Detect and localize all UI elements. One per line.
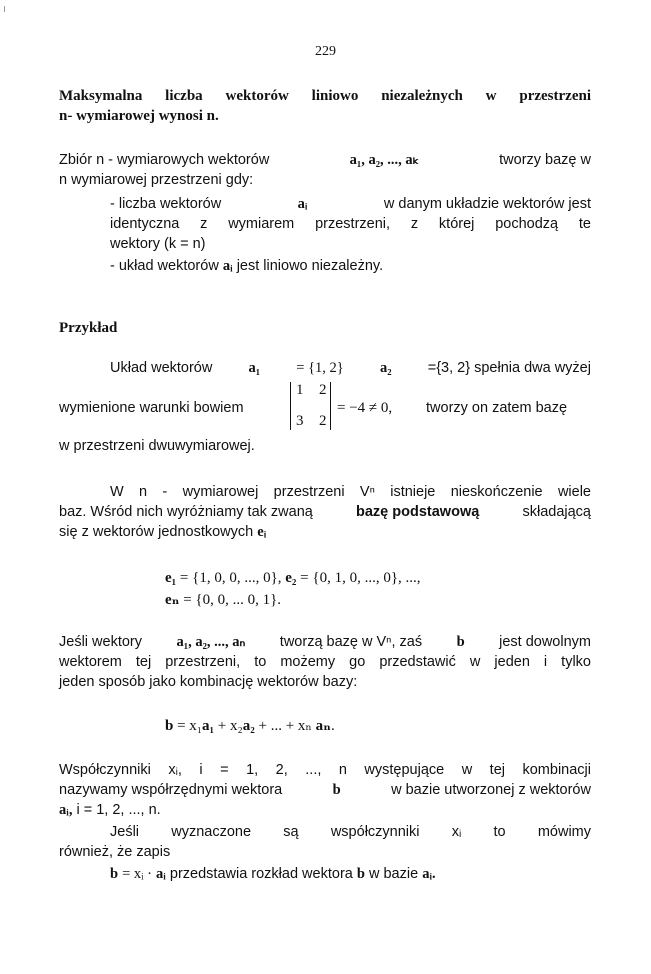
definition-text-a: Zbiór n - wymiarowych wektorów [59,152,270,168]
bullet-1-line-3: wektory (k = n) [110,236,206,252]
formula-part-3: + ... + xₙ [258,718,312,734]
bullet-2-text-a: - układ wektorów [110,258,219,274]
basis-text-b: składającą [522,504,591,520]
formula-a2: a₂ [242,718,255,734]
decomposition-text-end: w bazie [368,866,419,882]
definition-text-b: tworzy bazę w [499,152,591,168]
theorem-line-1: Maksymalna liczba wektorów liniowo niezależnych w przestrzeni [59,88,591,104]
formula-b: b [165,718,174,734]
bullet-2-text-b: jest liniowo niezależny. [236,258,384,274]
e2-symbol: e₂ [285,570,297,586]
basis-text-a: baz. Wśród nich wyróżniamy tak zwaną [59,504,313,520]
example-a2: a₂ [379,360,392,376]
bullet-1-line-1 [110,194,591,214]
combination-formula [165,716,335,736]
bullet-1-vector: aᵢ [297,196,308,212]
example-line-2-tail: tworzy on zatem bazę [426,400,568,416]
decomposition-text: przedstawia rozkład wektora [169,866,353,882]
coordinates-line-4: Jeśli wyznaczone są współczynniki xᵢ to mówimy [110,824,591,840]
bullet-1-line-2: identyczna z wymiarem przestrzeni, z której pochodzą te [110,216,591,232]
coordinates-ai: aᵢ, [59,802,73,818]
determinant-r2c2: 2 [319,413,327,429]
formula-end: . [330,718,335,734]
combination-line-1 [59,632,591,652]
determinant-r1c2: 2 [319,382,327,398]
coordinates-line-6 [110,864,436,884]
coordinates-line-2 [59,780,591,800]
definition-line-2: n wymiarowej przestrzeni gdy: [59,172,254,188]
determinant-bar-right [330,382,331,430]
formula-a1: a₁ [202,718,215,734]
scan-mark [4,6,5,12]
bullet-1-text-a: - liczba wektorów [110,196,222,212]
coordinates-text-a: nazywamy współrzędnymi wektora [59,782,283,798]
combination-b-vector: b [456,634,465,650]
decomposition-ai2: aᵢ. [422,866,436,882]
example-line-2-text: wymienione warunki bowiem [59,400,244,416]
example-line-1 [110,358,591,378]
example-set-1: = {1, 2} [296,360,344,376]
example-a1: a₁ [248,360,261,376]
formula-part-1: = x₁ [177,718,203,734]
basis-unit-vector: eᵢ [257,524,267,540]
combination-text-c: jest dowolnym [499,634,591,650]
decomposition-eq: = xᵢ · [122,866,152,882]
combination-text-b: tworzą bazę w Vⁿ, zaś [279,634,423,650]
basis-bold-term: bazę podstawową [356,504,480,520]
bullet-2-vector: aᵢ [222,258,233,274]
determinant-r2c1: 3 [296,413,304,429]
coordinates-b-vector: b [332,782,341,798]
coordinates-line-3 [59,800,161,820]
determinant-r1c1: 1 [296,382,304,398]
basis-line-2 [59,502,591,522]
definition-vectors: a₁, a₂, ..., aₖ [349,152,419,168]
theorem-line-2: n- wymiarowej wynosi n. [59,108,219,124]
formula-an: aₙ [315,718,331,734]
coordinates-line-1: Współczynniki xᵢ, i = 1, 2, ..., n występujące w tej kombinacji [59,762,591,778]
bullet-2 [110,256,383,276]
en-symbol: eₙ [165,592,180,608]
combination-line-2: wektorem tej przestrzeni, to możemy go przedstawić w jeden i tylko [59,654,591,670]
example-set-2: ={3, 2} spełnia dwa wyżej [427,360,591,376]
basis-equation-1 [165,568,421,588]
determinant-bar-left [290,382,291,430]
coordinates-line-5: również, że zapis [59,844,171,860]
combination-vectors: a₁, a₂, ..., aₙ [176,634,246,650]
page-number: 229 [315,44,336,59]
coordinates-text-b: w bazie utworzonej z wektorów [391,782,591,798]
decomposition-b2: b [356,866,365,882]
decomposition-b: b [110,866,119,882]
combination-text-a: Jeśli wektory [59,634,142,650]
definition-line-1 [59,150,591,170]
e1-symbol: e₁ [165,570,177,586]
example-heading: Przykład [59,320,118,336]
basis-equation-2 [165,590,281,610]
basis-text-c: się z wektorów jednostkowych [59,524,254,540]
coordinates-index-range: i = 1, 2, ..., n. [76,802,161,818]
en-value: = {0, 0, ... 0, 1}. [183,592,282,608]
determinant-result: = −4 ≠ 0, [337,400,393,416]
decomposition-ai: aᵢ [156,866,166,882]
e2-value: = {0, 1, 0, ..., 0}, ..., [300,570,421,586]
example-text-a: Układ wektorów [110,360,213,376]
bullet-1-text-b: w danym układzie wektorów jest [383,196,591,212]
basis-line-1: W n - wymiarowej przestrzeni Vⁿ istnieje nieskończenie wiele [110,484,591,500]
combination-line-3: jeden sposób jako kombinację wektorów bazy: [59,674,358,690]
example-line-3: w przestrzeni dwuwymiarowej. [59,438,255,454]
formula-part-2: + x₂ [217,718,243,734]
e1-value: = {1, 0, 0, ..., 0}, [179,570,282,586]
basis-line-3 [59,522,266,542]
